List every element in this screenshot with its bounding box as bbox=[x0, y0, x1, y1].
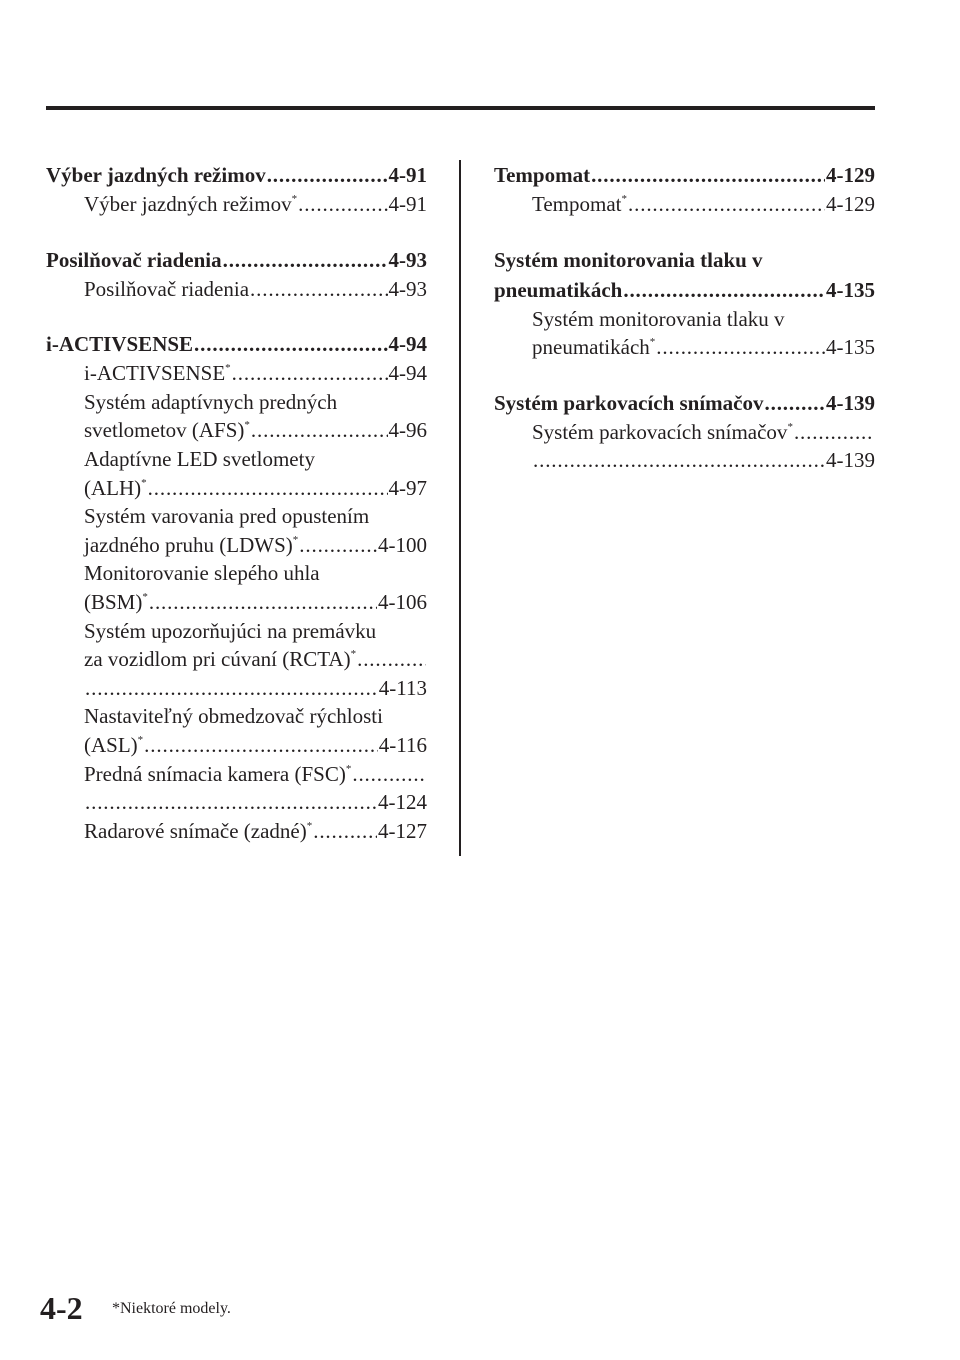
toc-item-text: Systém parkovacích snímačov bbox=[532, 419, 788, 444]
toc-item-label bbox=[84, 760, 351, 789]
toc-item-line: Adaptívne LED svetlomety bbox=[84, 446, 315, 471]
dot-leader bbox=[148, 474, 388, 503]
toc-item-page: 4-116 bbox=[378, 732, 427, 757]
toc-item bbox=[46, 531, 427, 560]
toc-item bbox=[46, 416, 427, 445]
toc-item-continuation bbox=[46, 674, 427, 703]
toc-item-line: Monitorovanie slepého uhla bbox=[84, 561, 320, 586]
footnote-asterisk: * bbox=[141, 476, 147, 489]
toc-heading-label: Posilňovač riadenia bbox=[46, 247, 222, 272]
dot-leader bbox=[223, 245, 388, 275]
toc-item-page: 4-94 bbox=[388, 361, 427, 386]
toc-item bbox=[46, 359, 427, 388]
toc-item-page: 4-97 bbox=[388, 475, 427, 500]
toc-item-page: 4-93 bbox=[388, 276, 427, 301]
toc-item-page: 4-96 bbox=[388, 418, 427, 443]
toc-item-text: Tempomat bbox=[532, 192, 622, 216]
toc-heading bbox=[494, 275, 875, 305]
dot-leader bbox=[533, 446, 825, 475]
toc-item bbox=[46, 731, 427, 760]
toc-item-text: za vozidlom pri cúvaní (RCTA) bbox=[84, 647, 351, 672]
toc-item-label bbox=[84, 275, 249, 304]
toc-item-text: jazdného pruhu (LDWS) bbox=[84, 532, 293, 557]
toc-item-text: Predná snímacia kamera (FSC) bbox=[84, 761, 346, 786]
footnote-asterisk: * bbox=[345, 762, 352, 775]
toc-item bbox=[46, 645, 427, 674]
toc-item-text: Posilňovač riadenia bbox=[84, 276, 250, 301]
toc-section bbox=[494, 388, 875, 475]
toc-heading-label: Výber jazdných režimov bbox=[46, 163, 266, 187]
toc-item-text: pneumatikách bbox=[532, 335, 650, 360]
toc-item-page: 4-113 bbox=[378, 675, 427, 700]
dot-leader bbox=[623, 275, 825, 305]
toc-item-page: 4-135 bbox=[826, 335, 875, 360]
toc-item-page: 4-129 bbox=[826, 192, 875, 216]
toc-item-page: 4-139 bbox=[826, 448, 875, 473]
toc-item-text: svetlometov (AFS) bbox=[84, 418, 245, 443]
toc-item bbox=[494, 190, 875, 219]
dot-leader bbox=[628, 190, 825, 219]
toc-item-page: 4-106 bbox=[378, 589, 427, 614]
dot-leader bbox=[765, 388, 826, 418]
toc-heading-label: i-ACTIVSENSE bbox=[46, 332, 194, 357]
dot-leader bbox=[357, 645, 426, 674]
footnote: *Niektoré modely. bbox=[112, 1300, 231, 1317]
toc-section bbox=[46, 245, 427, 304]
dot-leader bbox=[250, 275, 387, 304]
toc-item-label bbox=[84, 474, 147, 503]
dot-leader bbox=[298, 190, 387, 219]
dot-leader bbox=[194, 329, 387, 359]
toc-item bbox=[46, 817, 427, 846]
toc-item-label bbox=[84, 588, 148, 617]
toc-item-continuation bbox=[494, 446, 875, 475]
dot-leader bbox=[251, 416, 388, 445]
toc-item-continuation bbox=[46, 788, 427, 817]
toc-item-text: Výber jazdných režimov bbox=[84, 192, 292, 216]
footnote-asterisk: * bbox=[306, 819, 313, 832]
toc-item-line: Systém monitorovania tlaku v bbox=[532, 306, 785, 331]
toc-item-line: Systém adaptívnych predných bbox=[84, 389, 338, 414]
toc-item bbox=[494, 418, 875, 447]
footnote-asterisk: * bbox=[350, 648, 357, 661]
toc-item bbox=[494, 333, 875, 362]
toc-item-line: Systém varovania pred opustením bbox=[84, 504, 370, 529]
toc-heading-line: Systém monitorovania tlaku v bbox=[494, 247, 763, 272]
dot-leader bbox=[656, 333, 825, 362]
dot-leader bbox=[144, 731, 378, 760]
toc-heading-page: 4-139 bbox=[826, 390, 875, 415]
footnote-asterisk: * bbox=[244, 419, 250, 432]
toc-item-text: i-ACTIVSENSE bbox=[84, 361, 226, 386]
toc-left-column bbox=[46, 160, 427, 871]
toc-heading bbox=[494, 388, 875, 418]
toc-item-label bbox=[84, 190, 297, 219]
toc-section bbox=[46, 160, 427, 219]
toc-item-label bbox=[84, 531, 298, 560]
toc-item bbox=[46, 474, 427, 503]
toc-item-page: 4-100 bbox=[378, 532, 427, 557]
toc-heading-page: 4-91 bbox=[388, 163, 427, 187]
dot-leader bbox=[149, 588, 377, 617]
footnote-asterisk: * bbox=[225, 362, 231, 375]
toc-heading-label: Tempomat bbox=[494, 163, 591, 187]
footnote-asterisk: * bbox=[142, 590, 148, 603]
toc-item-page: 4-127 bbox=[378, 818, 427, 843]
dot-leader bbox=[794, 418, 874, 447]
top-rule bbox=[46, 106, 875, 110]
page-number: 4-2 bbox=[40, 1290, 83, 1326]
dot-leader bbox=[267, 160, 388, 190]
toc-item-line: Nastaviteľný obmedzovač rýchlosti bbox=[84, 704, 383, 729]
toc-item-label bbox=[84, 359, 231, 388]
toc-item-label bbox=[532, 333, 655, 362]
toc-item-text: (BSM) bbox=[84, 589, 143, 614]
toc-heading-page: 4-135 bbox=[826, 277, 875, 302]
toc-item-page: 4-91 bbox=[388, 192, 427, 216]
toc-heading-label: pneumatikách bbox=[494, 277, 623, 302]
toc-heading bbox=[46, 329, 427, 359]
toc-item-label bbox=[84, 645, 356, 674]
toc-item-label bbox=[84, 817, 312, 846]
toc-item-text: (ASL) bbox=[84, 732, 138, 757]
footnote-asterisk: * bbox=[137, 733, 144, 746]
toc-item bbox=[46, 588, 427, 617]
footnote-asterisk: * bbox=[649, 336, 656, 349]
toc-section bbox=[494, 160, 875, 219]
toc-heading-page: 4-94 bbox=[388, 332, 427, 357]
toc-item-page: 4-124 bbox=[378, 790, 427, 815]
dot-leader bbox=[299, 531, 377, 560]
toc-item-label bbox=[84, 731, 143, 760]
footnote-asterisk: * bbox=[621, 193, 628, 205]
toc-item-label bbox=[84, 416, 250, 445]
toc-item bbox=[46, 190, 427, 219]
toc-section bbox=[46, 329, 427, 845]
column-divider bbox=[459, 160, 461, 856]
toc-heading-page: 4-129 bbox=[826, 163, 875, 187]
toc-item-text: (ALH) bbox=[84, 475, 142, 500]
dot-leader bbox=[85, 788, 377, 817]
footnote-asterisk: * bbox=[291, 193, 298, 205]
toc-heading-page: 4-93 bbox=[388, 247, 427, 272]
dot-leader bbox=[352, 760, 426, 789]
dot-leader bbox=[85, 674, 378, 703]
toc-section bbox=[494, 245, 875, 362]
toc-heading bbox=[494, 160, 875, 190]
toc-heading bbox=[46, 160, 427, 190]
dot-leader bbox=[591, 160, 825, 190]
toc-item-label bbox=[532, 190, 627, 219]
toc-item bbox=[46, 275, 427, 304]
toc-right-column bbox=[494, 160, 875, 501]
toc-heading-label: Systém parkovacích snímačov bbox=[494, 390, 764, 415]
dot-leader bbox=[232, 359, 388, 388]
toc-item bbox=[46, 760, 427, 789]
dot-leader bbox=[313, 817, 377, 846]
footnote-asterisk: * bbox=[787, 420, 793, 433]
toc-heading bbox=[46, 245, 427, 275]
toc-item-label bbox=[532, 418, 793, 447]
toc-item-text: Radarové snímače (zadné) bbox=[84, 818, 307, 843]
footnote-asterisk: * bbox=[292, 533, 299, 546]
toc-item-line: Systém upozorňujúci na premávku bbox=[84, 618, 377, 643]
